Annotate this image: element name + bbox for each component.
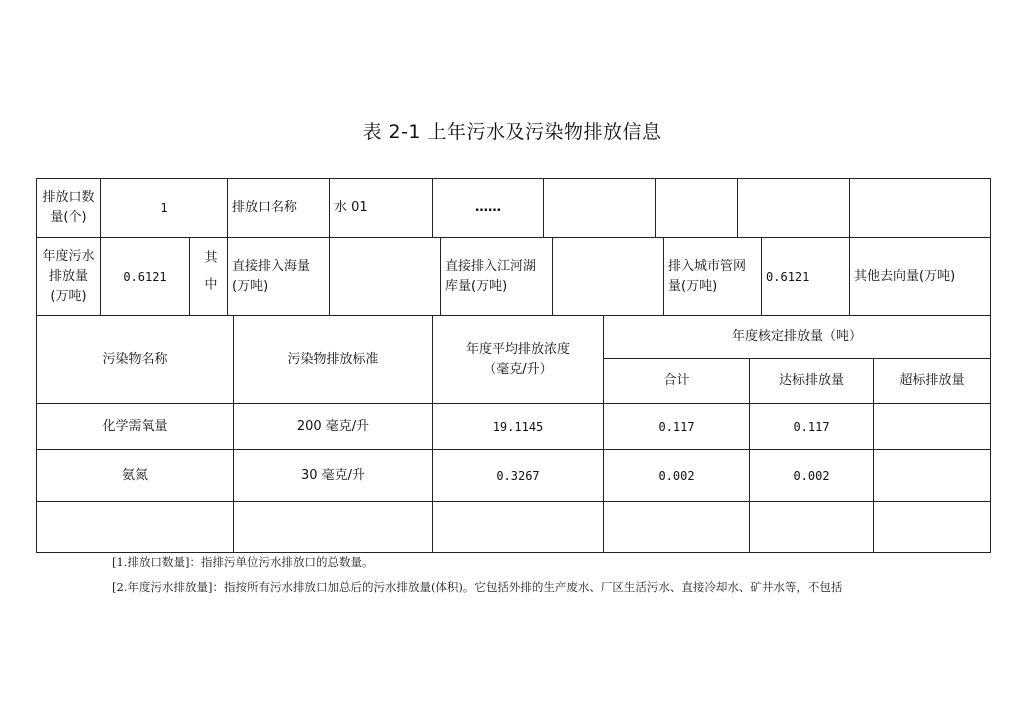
header-total: 合计 (604, 359, 750, 404)
ellipsis-cell: …… (433, 179, 544, 238)
pollutant-standard (234, 502, 433, 553)
outlet-count-label: 排放口数量(个) (37, 179, 101, 238)
river-discharge-label: 直接排入江河湖库量(万吨) (441, 238, 553, 316)
other-destination-label: 其他去向量(万吨) (850, 238, 991, 316)
empty-cell (656, 179, 738, 238)
header-compliant: 达标排放量 (750, 359, 874, 404)
header-pollutant: 污染物名称 (37, 316, 234, 404)
outlet-name-label: 排放口名称 (228, 179, 330, 238)
avg-concentration: 19.1145 (433, 404, 604, 450)
annual-discharge-value: 0.6121 (101, 238, 190, 316)
city-network-value: 0.6121 (762, 238, 850, 316)
pollutant-name: 氨氮 (37, 450, 234, 502)
pollutant-table (36, 315, 991, 553)
header-avg-concentration: 年度平均排放浓度（毫克/升） (433, 316, 604, 404)
of-which-label: 其中 (190, 238, 228, 316)
exceed-value (874, 404, 991, 450)
pollutant-name (37, 502, 234, 553)
annual-discharge-label: 年度污水排放量(万吨) (37, 238, 101, 316)
empty-cell (850, 179, 991, 238)
compliant-value: 0.002 (750, 450, 874, 502)
avg-concentration (433, 502, 604, 553)
header-standard: 污染物排放标准 (234, 316, 433, 404)
city-network-label: 排入城市管网量(万吨) (664, 238, 762, 316)
table-row (37, 502, 991, 553)
exceed-value (874, 502, 991, 553)
table-title: 表 2-1 上年污水及污染物排放信息 (362, 121, 662, 143)
table-row (37, 450, 991, 502)
table-row (37, 404, 991, 450)
sea-discharge-label: 直接排入海量(万吨) (228, 238, 330, 316)
footnote-1: [1.排放口数量]：指排污单位污水排放口的总数量。 (112, 555, 374, 569)
pollutant-standard: 200 毫克/升 (234, 404, 433, 450)
total-value: 0.117 (604, 404, 750, 450)
compliant-value (750, 502, 874, 553)
outlet-name-value: 水 01 (330, 179, 433, 238)
pollutant-name: 化学需氧量 (37, 404, 234, 450)
compliant-value: 0.117 (750, 404, 874, 450)
river-discharge-value (553, 238, 664, 316)
outlet-count-value: 1 (101, 179, 228, 238)
empty-cell (544, 179, 656, 238)
header-verified-discharge: 年度核定排放量（吨） (604, 316, 991, 359)
header-exceed: 超标排放量 (874, 359, 991, 404)
total-value: 0.002 (604, 450, 750, 502)
footnote-2: [2.年度污水排放量]：指按所有污水排放口加总后的污水排放量(体积)。它包括外排的生产废水、厂区生活污水、直接冷却水、矿井水等，不包括 (112, 580, 843, 594)
outlet-summary-table (36, 178, 991, 316)
sea-discharge-value (330, 238, 441, 316)
total-value (604, 502, 750, 553)
pollutant-standard: 30 毫克/升 (234, 450, 433, 502)
exceed-value (874, 450, 991, 502)
avg-concentration: 0.3267 (433, 450, 604, 502)
empty-cell (738, 179, 850, 238)
